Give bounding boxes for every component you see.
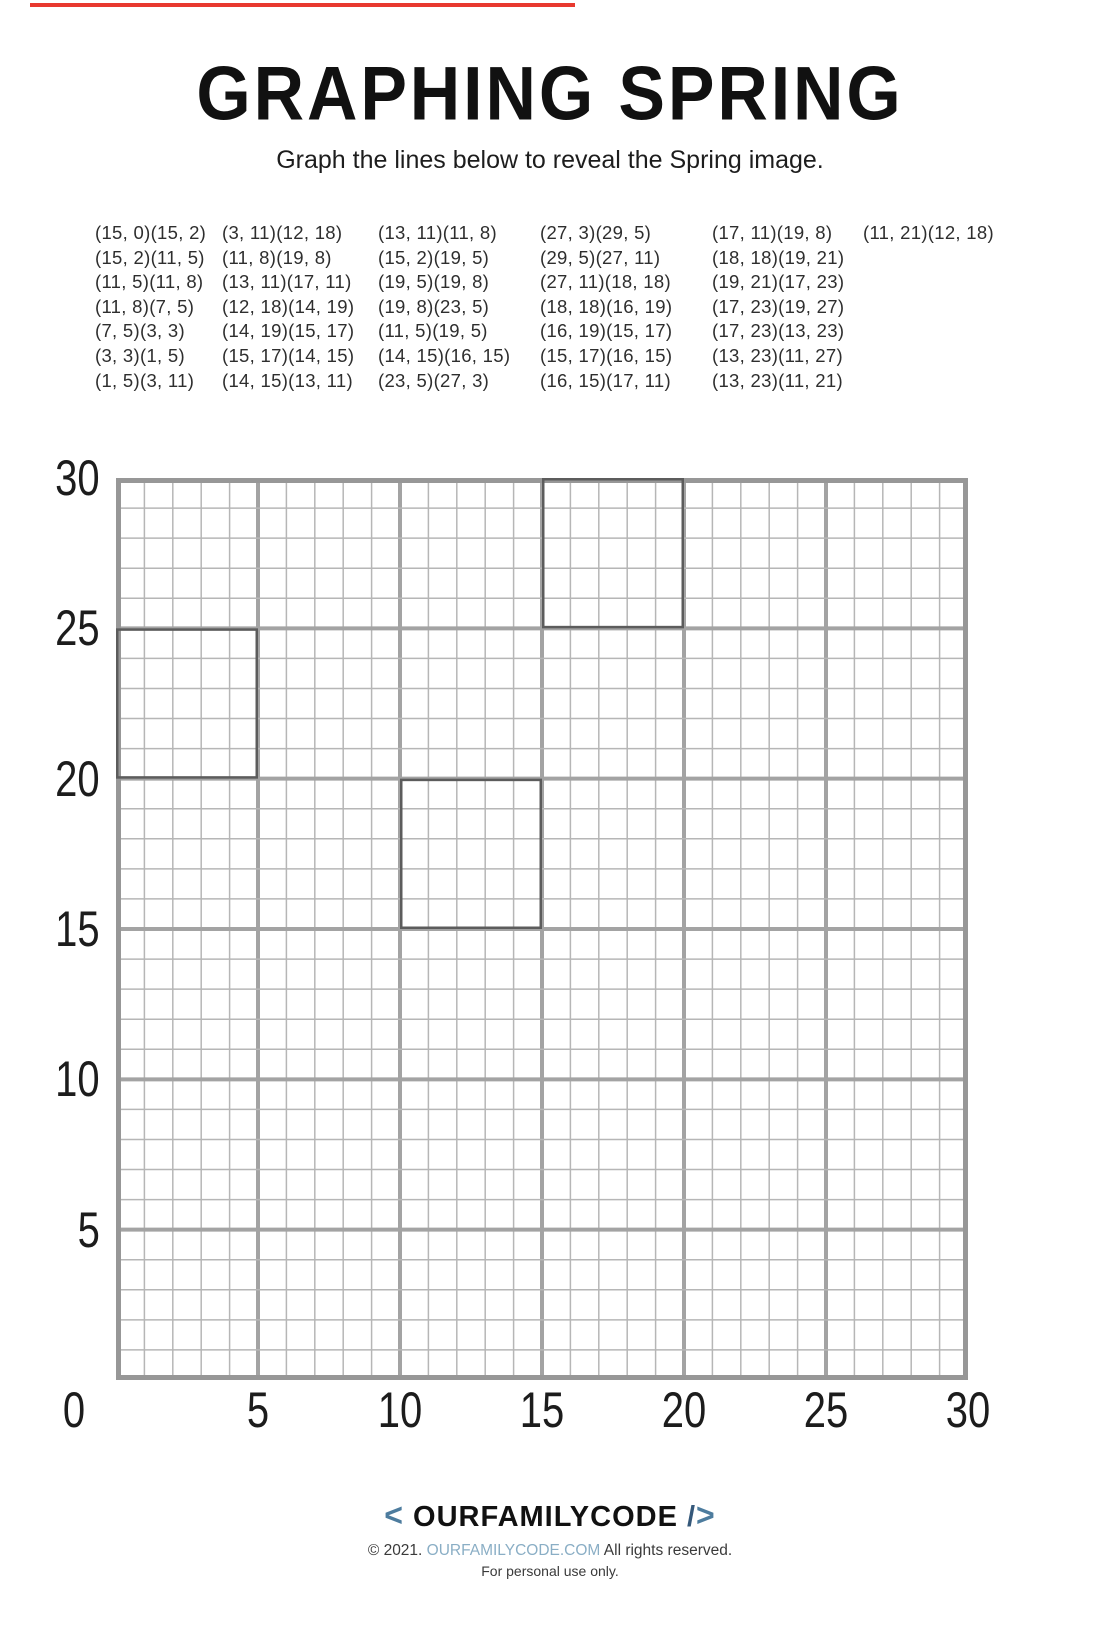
page-title: GRAPHING SPRING: [196, 51, 904, 137]
coordinate-column: [95, 221, 206, 393]
x-axis-tick-label: 20: [661, 1382, 707, 1438]
grid-svg: [116, 478, 968, 1380]
x-axis-tick-label: 0: [62, 1382, 86, 1438]
y-axis-tick-label: 25: [55, 600, 100, 657]
coordinate-column: [540, 221, 672, 393]
coordinate-pair-line: (18, 18)(19, 21): [712, 246, 845, 268]
coordinate-list: [95, 221, 1055, 401]
y-axis-tick-label: 30: [55, 450, 100, 506]
x-axis-labels: [62, 1382, 991, 1438]
page-subtitle: Graph the lines below to reveal the Spring image.: [276, 146, 824, 174]
coordinate-pair-line: (16, 19)(15, 17): [540, 320, 673, 342]
coordinate-pair-line: (11, 21)(12, 18): [863, 222, 994, 243]
y-axis-tick-label: 10: [55, 1051, 100, 1108]
logo-right-bracket-icon: >: [696, 1497, 716, 1533]
coordinate-pair-line: (19, 8)(23, 5): [378, 295, 490, 317]
coordinate-pair-line: (15, 17)(14, 15): [222, 344, 355, 366]
coordinate-pair-line: (12, 18)(14, 19): [222, 295, 355, 317]
coordinate-column: [712, 221, 844, 393]
coordinate-column: [863, 221, 994, 246]
top-red-line: [30, 3, 575, 7]
x-axis-tick-label: 25: [803, 1382, 849, 1438]
coordinate-pair-line: (15, 17)(16, 15): [540, 344, 673, 366]
copyright-line: [0, 1542, 1100, 1560]
coordinate-pair-line: (14, 15)(16, 15): [378, 344, 511, 366]
coordinate-pair-line: (29, 5)(27, 11): [540, 246, 661, 268]
y-axis-tick-label: 20: [55, 750, 100, 807]
logo-slash-icon: /: [686, 1501, 697, 1533]
x-axis-tick-label: 10: [377, 1382, 423, 1438]
coordinate-pair-line: (19, 21)(17, 23): [712, 271, 845, 293]
coordinate-pair-line: (27, 11)(18, 18): [540, 271, 671, 293]
coordinate-pair-line: (13, 23)(11, 21): [712, 369, 843, 391]
coordinate-pair-line: (13, 11)(17, 11): [222, 271, 352, 293]
coordinate-pair-line: (17, 23)(13, 23): [712, 320, 845, 342]
logo-left-bracket-icon: <: [384, 1497, 404, 1533]
coordinate-pair-line: (13, 23)(11, 27): [712, 344, 843, 366]
copyright-prefix: © 2021.: [367, 1541, 427, 1559]
coordinate-pair-line: (16, 15)(17, 11): [540, 369, 671, 391]
coordinate-pair-line: (17, 23)(19, 27): [712, 295, 845, 317]
ourfamilycode-logo: [0, 1498, 1100, 1534]
coordinate-pair-line: (13, 11)(11, 8): [378, 222, 497, 243]
coordinate-pair-line: (15, 2)(19, 5): [378, 246, 490, 268]
coordinate-pair-line: (27, 3)(29, 5): [540, 222, 652, 243]
y-axis-tick-label: 5: [77, 1201, 100, 1258]
coordinate-grid: [116, 478, 968, 1380]
coordinate-pair-line: (15, 2)(11, 5): [95, 246, 205, 268]
coordinate-pair-line: (17, 11)(19, 8): [712, 222, 833, 243]
personal-use-note: For personal use only.: [481, 1562, 619, 1579]
coordinate-pair-line: (1, 5)(3, 11): [95, 369, 195, 391]
coordinate-pair-line: (3, 11)(12, 18): [222, 222, 343, 243]
copyright-link[interactable]: OURFAMILYCODE.COM: [426, 1541, 601, 1559]
worksheet-footer: [0, 1498, 1100, 1579]
coordinate-pair-line: (11, 5)(19, 5): [378, 320, 488, 342]
x-axis-tick-label: 30: [945, 1382, 991, 1438]
coordinate-pair-line: (14, 19)(15, 17): [222, 320, 355, 342]
coordinate-column: [222, 221, 354, 393]
copyright-suffix: All rights reserved.: [600, 1541, 733, 1559]
coordinate-pair-line: (11, 5)(11, 8): [95, 271, 204, 293]
coordinate-pair-line: (11, 8)(7, 5): [95, 295, 195, 317]
coordinate-pair-line: (11, 8)(19, 8): [222, 246, 332, 268]
x-axis-tick-label: 5: [246, 1382, 270, 1438]
coordinate-pair-line: (3, 3)(1, 5): [95, 344, 185, 366]
coordinate-pair-line: (14, 15)(13, 11): [222, 369, 353, 391]
coordinate-pair-line: (7, 5)(3, 3): [95, 320, 185, 342]
coordinate-column: [378, 221, 510, 393]
coordinate-pair-line: (18, 18)(16, 19): [540, 295, 673, 317]
x-axis-tick-label: 15: [519, 1382, 565, 1438]
coordinate-pair-line: (19, 5)(19, 8): [378, 271, 490, 293]
coordinate-pair-line: (15, 0)(15, 2): [95, 222, 207, 243]
logo-name: OURFAMILYCODE: [413, 1501, 678, 1533]
y-axis-labels: [20, 450, 100, 1380]
y-axis-tick-label: 15: [55, 901, 100, 957]
worksheet-header: [0, 51, 1100, 175]
coordinate-pair-line: (23, 5)(27, 3): [378, 369, 490, 391]
